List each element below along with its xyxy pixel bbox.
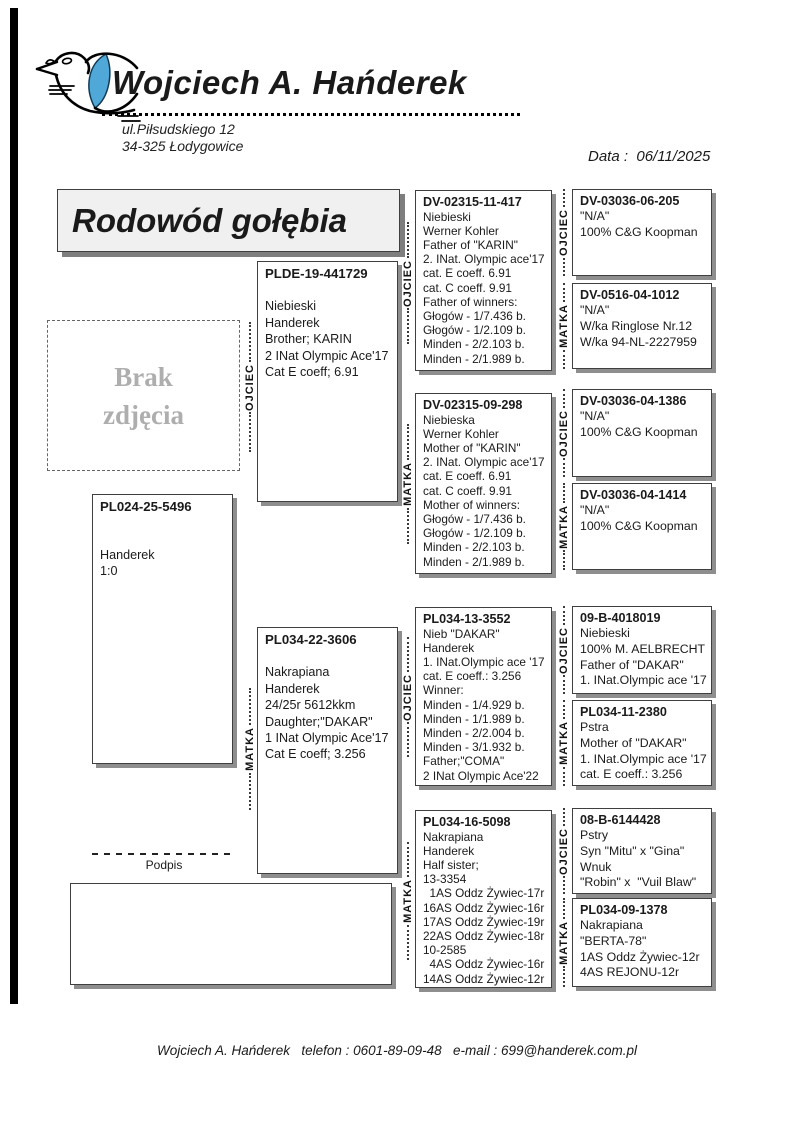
dotted-line xyxy=(563,808,565,826)
bird-details: Niebieska Werner Kohler Mother of "KARIN" 2. INat. Olympic ace'17 cat. E coeff. 6.91 cat. C coeff. 9.91 Mother of winners: Głogów - 1/7.436 b. Głogów - 1/2.109 b. Minden - 2/2.103 b. Minden - 2/1.989 b. xyxy=(423,412,545,569)
pedigree-box-father xyxy=(257,261,398,502)
dotted-line xyxy=(407,308,409,344)
company-name: Wojciech A. Hańderek xyxy=(112,64,467,101)
dotted-line xyxy=(563,550,565,570)
bird-details: "N/A" 100% C&G Koopman xyxy=(580,209,698,239)
company-address-city: 34-325 Łodygowice xyxy=(122,138,244,154)
relation-label-ggp-8: MATKA xyxy=(557,898,571,987)
photo-placeholder-line2: zdjęcia xyxy=(103,399,184,430)
ring-number: DV-0516-04-1012 xyxy=(580,288,680,302)
pedigree-box-ggp-6 xyxy=(572,700,712,786)
relation-label-ggp-4: MATKA xyxy=(557,483,571,570)
relation-label-ggp-6: MATKA xyxy=(557,700,571,786)
bird-details: Nakrapiana Handerek 24/25r 5612kkm Daughter;"DAKAR" 1 INat Olympic Ace'17 Cat E coeff; 3.256 xyxy=(265,665,389,762)
page-title: Rodowód gołębia xyxy=(57,189,400,252)
pedigree-box-grandmother-maternal xyxy=(415,810,552,988)
dotted-line xyxy=(563,258,565,276)
dotted-line xyxy=(563,350,565,369)
dotted-line xyxy=(249,322,251,362)
pedigree-box-ggp-5 xyxy=(572,606,712,694)
ring-number: DV-03036-04-1414 xyxy=(580,488,687,502)
bird-details: "N/A" W/ka Ringlose Nr.12 W/ka 94-NL-2227959 xyxy=(580,303,697,349)
relation-label-gp-3: OJCIEC xyxy=(401,637,415,757)
relation-label-father: OJCIEC xyxy=(243,322,257,452)
bird-details: Handerek 1:0 xyxy=(100,548,155,578)
dotted-line xyxy=(407,637,409,672)
dotted-line xyxy=(563,675,565,694)
pedigree-box-ggp-2 xyxy=(572,283,712,369)
dotted-line xyxy=(249,412,251,452)
ring-number: PL034-09-1378 xyxy=(580,903,668,917)
dotted-line xyxy=(563,283,565,302)
photo-placeholder xyxy=(47,320,240,471)
dotted-line xyxy=(563,966,565,987)
bird-details: Niebieski 100% M. AELBRECHT Father of "DAKAR" 1. INat.Olympic ace '17 xyxy=(580,626,707,688)
pedigree-box-grandfather-paternal xyxy=(415,190,552,371)
dotted-line xyxy=(249,773,251,810)
dotted-line xyxy=(407,722,409,757)
ring-number: PL034-13-3552 xyxy=(423,612,511,626)
bird-details: Nieb "DAKAR" Handerek 1. INat.Olympic ace '17 cat. E coeff.: 3.256 Winner: Minden - 1/4.929 b. Minden - 1/1.989 b. Minden - 2/2.004 b. Minden - 3/1.932 b. Father;"COMA" 2 INat Olympic Ace'22 xyxy=(423,626,545,783)
header-dotted-rule xyxy=(102,113,520,116)
date-row xyxy=(588,148,710,165)
pedigree-box-ggp-3 xyxy=(572,389,712,477)
relation-label-mother: MATKA xyxy=(243,688,257,810)
dotted-line xyxy=(407,424,409,460)
dotted-line xyxy=(407,925,409,960)
dotted-line xyxy=(563,483,565,503)
relation-label-ggp-2: MATKA xyxy=(557,283,571,369)
ring-number: 08-B-6144428 xyxy=(580,813,661,827)
dotted-line xyxy=(563,458,565,477)
ring-number: DV-02315-09-298 xyxy=(423,398,523,412)
ring-number: PL024-25-5496 xyxy=(100,499,192,514)
signature-label: Podpis xyxy=(145,858,183,872)
bird-details: "N/A" 100% C&G Koopman xyxy=(580,409,698,439)
bird-details: Niebieski Werner Kohler Father of "KARIN" 2. INat. Olympic ace'17 cat. E coeff. 6.91 cat. C coeff. 9.91 Father of winners: Głogów - 1/7.436 b. Głogów - 1/2.109 b. Minden - 2/2.103 b. Minden - 2/1.989 b. xyxy=(423,209,545,366)
ring-number: DV-03036-04-1386 xyxy=(580,394,687,408)
bird-details: Pstra Mother of "DAKAR" 1. INat.Olympic ace '17 cat. E coeff.: 3.256 xyxy=(580,720,707,782)
relation-label-ggp-7: OJCIEC xyxy=(557,808,571,894)
bird-details: Nakrapiana Handerek Half sister; 13-3354 1AS Oddz Żywiec-17r 16AS Oddz Żywiec-16r 17AS Oddz Żywiec-19r 22AS Oddz Żywiec-18r 10-2585 4AS Oddz Żywiec-16r 14AS Oddz Żywiec-12r xyxy=(423,829,545,986)
dotted-line xyxy=(563,700,565,719)
company-address-street: ul.Piłsudskiego 12 xyxy=(122,121,235,137)
relation-label-ggp-5: OJCIEC xyxy=(557,606,571,694)
date-value: 06/11/2025 xyxy=(636,148,711,165)
relation-label-gp-4: MATKA xyxy=(401,842,415,960)
relation-label-ggp-3: OJCIEC xyxy=(557,389,571,477)
footer-email: e-mail : 699@handerek.com.pl xyxy=(452,1043,637,1058)
ring-number: PLDE-19-441729 xyxy=(265,266,368,281)
ring-number: PL034-11-2380 xyxy=(580,705,667,719)
pedigree-box-ggp-8 xyxy=(572,898,712,987)
footer-phone: telefon : 0601-89-09-48 xyxy=(301,1043,442,1058)
dotted-line xyxy=(563,898,565,919)
ring-number: PL034-16-5098 xyxy=(423,815,511,829)
ring-number: DV-03036-06-205 xyxy=(580,194,680,208)
dotted-line xyxy=(249,688,251,725)
dotted-line xyxy=(407,508,409,544)
date-label: Data : xyxy=(588,148,629,165)
bird-details: Nakrapiana "BERTA-78" 1AS Oddz Żywiec-12r 4AS REJONU-12r xyxy=(580,918,700,980)
pedigree-box-bird xyxy=(92,494,233,764)
relation-label-gp-2: MATKA xyxy=(401,424,415,544)
ring-number: 09-B-4018019 xyxy=(580,611,661,625)
signature-dashed-line xyxy=(92,853,236,855)
bird-details: Niebieski Handerek Brother; KARIN 2 INat Olympic Ace'17 Cat E coeff; 6.91 xyxy=(265,299,389,380)
dotted-line xyxy=(407,222,409,258)
bird-details: Pstry Syn "Mitu" x "Gina" Wnuk "Robin" x "Vuil Blaw" xyxy=(580,828,697,890)
dotted-line xyxy=(563,189,565,207)
dotted-line xyxy=(563,876,565,894)
footer-name: Wojciech A. Hańderek xyxy=(157,1043,291,1058)
pedigree-box-ggp-1 xyxy=(572,189,712,276)
bird-details: "N/A" 100% C&G Koopman xyxy=(580,503,698,533)
pedigree-box-grandmother-paternal xyxy=(415,393,552,574)
relation-label-gp-1: OJCIEC xyxy=(401,222,415,344)
pedigree-box-mother xyxy=(257,627,398,874)
left-scan-bar xyxy=(10,8,18,1004)
pedigree-box-grandfather-maternal xyxy=(415,607,552,786)
footer-contact xyxy=(0,1043,794,1058)
dotted-line xyxy=(563,606,565,625)
photo-placeholder-line1: Brak xyxy=(114,361,173,392)
dotted-line xyxy=(407,842,409,877)
signature-box xyxy=(70,883,392,985)
ring-number: PL034-22-3606 xyxy=(265,632,357,647)
pedigree-box-ggp-4 xyxy=(572,483,712,570)
ring-number: DV-02315-11-417 xyxy=(423,195,522,209)
dotted-line xyxy=(563,767,565,786)
dotted-line xyxy=(563,389,565,408)
relation-label-ggp-1: OJCIEC xyxy=(557,189,571,276)
pedigree-box-ggp-7 xyxy=(572,808,712,894)
